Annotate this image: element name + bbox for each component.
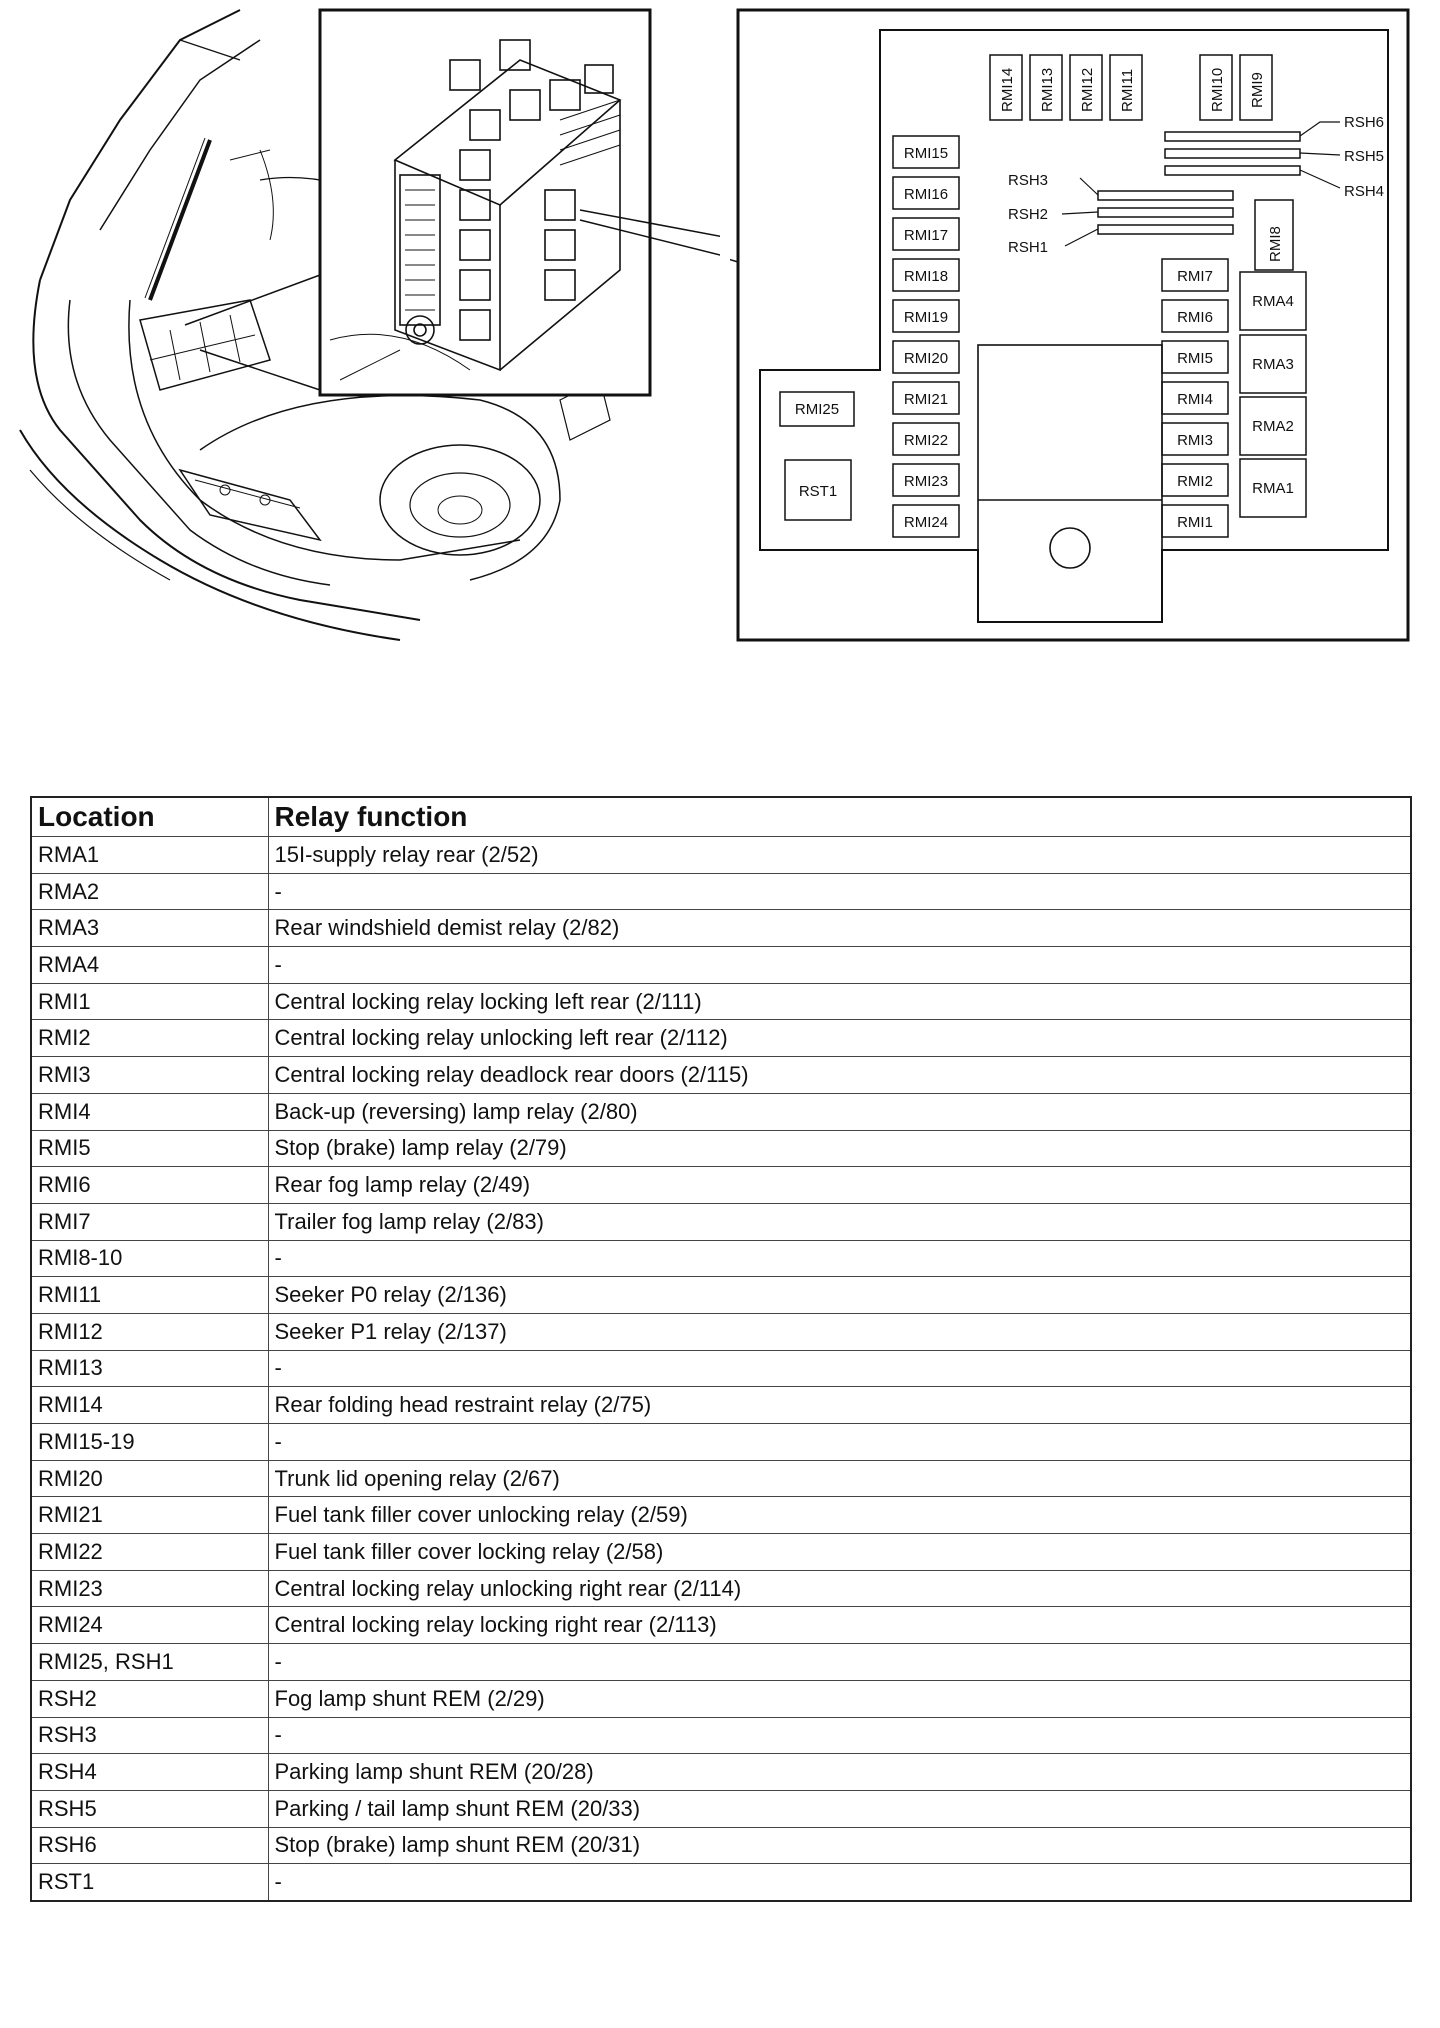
table-row: [31, 1424, 1411, 1461]
location-cell: RMI3: [31, 1057, 268, 1094]
relay-label-rmi6: RMI6: [1177, 309, 1213, 326]
shunt-label-rsh4: RSH4: [1344, 183, 1385, 200]
shunt-label-rsh3: RSH3: [1008, 172, 1049, 189]
location-cell: RMI21: [31, 1497, 268, 1534]
relay-function-cell: -: [268, 1424, 1411, 1461]
location-cell: RSH5: [31, 1790, 268, 1827]
relay-label-rmi4: RMI4: [1177, 391, 1213, 408]
table-row: [31, 1644, 1411, 1681]
relay-label-rmi17: RMI17: [903, 227, 949, 244]
relay-label-rmi2: RMI2: [1177, 473, 1213, 490]
relay-function-cell: Fuel tank filler cover unlocking relay (2/59): [268, 1497, 1411, 1534]
location-cell: RSH3: [31, 1717, 268, 1754]
relay-label-rma3: RMA3: [1252, 356, 1294, 373]
relay-label-rmi13: RMI13: [1039, 67, 1056, 112]
relay-function-cell: Rear folding head restraint relay (2/75): [268, 1387, 1411, 1424]
relay-function-cell: Central locking relay locking right rear (2/113): [268, 1607, 1411, 1644]
shunt-label-rsh6: RSH6: [1344, 114, 1385, 131]
relay-label-rmi21: RMI21: [903, 391, 949, 408]
relay-label-rmi19: RMI19: [903, 309, 949, 326]
relay-function-cell: Central locking relay locking left rear (2/111): [268, 983, 1411, 1020]
relay-function-cell: Parking lamp shunt REM (20/28): [268, 1754, 1411, 1791]
relay-function-cell: Trunk lid opening relay (2/67): [268, 1460, 1411, 1497]
relay-label-rmi16: RMI16: [903, 186, 949, 203]
table-row: [31, 1717, 1411, 1754]
relay-function-cell: Fog lamp shunt REM (2/29): [268, 1680, 1411, 1717]
location-cell: RMI15-19: [31, 1424, 268, 1461]
relay-label-rmi20: RMI20: [903, 350, 949, 367]
table-row: [31, 1460, 1411, 1497]
location-cell: RMI5: [31, 1130, 268, 1167]
table-row: [31, 1570, 1411, 1607]
table-row: [31, 1203, 1411, 1240]
relay-label-rst1: RST1: [798, 483, 838, 500]
table-row: [31, 910, 1411, 947]
relay-label-rmi11: RMI11: [1119, 68, 1136, 112]
location-cell: RMI6: [31, 1167, 268, 1204]
relay-label-rma4: RMA4: [1252, 293, 1294, 310]
relay-label-rmi22: RMI22: [903, 432, 949, 449]
header-relay-function: Relay function: [268, 797, 1411, 837]
table-header-row: [31, 797, 1411, 837]
table-row: [31, 1607, 1411, 1644]
table-row: [31, 1240, 1411, 1277]
relay-function-cell: Central locking relay unlocking right rear (2/114): [268, 1570, 1411, 1607]
location-cell: RMI13: [31, 1350, 268, 1387]
relay-function-table: [30, 796, 1412, 1902]
table-row: [31, 1790, 1411, 1827]
relay-function-cell: Parking / tail lamp shunt REM (20/33): [268, 1790, 1411, 1827]
table-row: [31, 1313, 1411, 1350]
relay-label-rmi8: RMI8: [1267, 226, 1284, 262]
table-row: [31, 1754, 1411, 1791]
relay-label-rmi7: RMI7: [1177, 268, 1213, 285]
relay-label-rma1: RMA1: [1252, 480, 1294, 497]
relay-function-cell: Central locking relay deadlock rear doors (2/115): [268, 1057, 1411, 1094]
relay-function-cell: Trailer fog lamp relay (2/83): [268, 1203, 1411, 1240]
relay-label-rmi14: RMI14: [999, 67, 1016, 112]
relay-function-cell: Central locking relay unlocking left rear (2/112): [268, 1020, 1411, 1057]
relay-function-cell: Seeker P0 relay (2/136): [268, 1277, 1411, 1314]
relay-function-cell: Fuel tank filler cover locking relay (2/58): [268, 1534, 1411, 1571]
relay-label-rmi18: RMI18: [903, 268, 949, 285]
location-cell: RMI14: [31, 1387, 268, 1424]
location-cell: RMI7: [31, 1203, 268, 1240]
relay-function-cell: 15I-supply relay rear (2/52): [268, 837, 1411, 874]
table-row: [31, 837, 1411, 874]
table-row: [31, 1057, 1411, 1094]
relay-label-rmi3: RMI3: [1177, 432, 1213, 449]
table-row: [31, 1680, 1411, 1717]
shunt-label-rsh1: RSH1: [1008, 239, 1049, 256]
relay-label-rma2: RMA2: [1252, 418, 1294, 435]
relay-label-rmi24: RMI24: [903, 514, 949, 531]
location-cell: RSH4: [31, 1754, 268, 1791]
table-row: [31, 1130, 1411, 1167]
table-row: [31, 947, 1411, 984]
location-cell: RSH6: [31, 1827, 268, 1864]
relay-function-cell: Stop (brake) lamp relay (2/79): [268, 1130, 1411, 1167]
location-cell: RMI8-10: [31, 1240, 268, 1277]
relay-label-rmi12: RMI12: [1079, 67, 1096, 112]
trunk-illustration: [0, 0, 720, 650]
relay-label-rmi1: RMI1: [1177, 514, 1213, 531]
relay-function-cell: -: [268, 1644, 1411, 1681]
relay-box-inset: [320, 10, 650, 395]
table-row: [31, 1093, 1411, 1130]
location-cell: RMI24: [31, 1607, 268, 1644]
table-row: [31, 1020, 1411, 1057]
relay-function-cell: Seeker P1 relay (2/137): [268, 1313, 1411, 1350]
location-cell: RMA3: [31, 910, 268, 947]
table-row: [31, 873, 1411, 910]
location-cell: RMA1: [31, 837, 268, 874]
relay-label-rmi5: RMI5: [1177, 350, 1213, 367]
shunt-label-rsh2: RSH2: [1008, 206, 1049, 223]
table-row: [31, 1387, 1411, 1424]
relay-layout-frame: [738, 10, 1408, 640]
relay-label-rmi10: RMI10: [1209, 67, 1226, 112]
location-cell: RMI12: [31, 1313, 268, 1350]
relay-function-cell: -: [268, 873, 1411, 910]
location-cell: RMI25, RSH1: [31, 1644, 268, 1681]
relay-function-cell: -: [268, 1350, 1411, 1387]
table-row: [31, 983, 1411, 1020]
shunt-label-rsh5: RSH5: [1344, 148, 1385, 165]
relay-label-rmi25: RMI25: [794, 401, 840, 418]
relay-function-cell: Rear windshield demist relay (2/82): [268, 910, 1411, 947]
relay-label-rmi9: RMI9: [1249, 72, 1266, 108]
header-location: Location: [31, 797, 268, 837]
location-cell: RMI23: [31, 1570, 268, 1607]
location-cell: RMI20: [31, 1460, 268, 1497]
location-cell: RMA4: [31, 947, 268, 984]
location-cell: RST1: [31, 1864, 268, 1901]
location-cell: RMI2: [31, 1020, 268, 1057]
table-row: [31, 1827, 1411, 1864]
table-row: [31, 1277, 1411, 1314]
location-cell: RMI1: [31, 983, 268, 1020]
relay-function-cell: Back-up (reversing) lamp relay (2/80): [268, 1093, 1411, 1130]
relay-function-cell: Stop (brake) lamp shunt REM (20/31): [268, 1827, 1411, 1864]
relay-function-cell: -: [268, 1717, 1411, 1754]
location-cell: RMI22: [31, 1534, 268, 1571]
relay-function-cell: -: [268, 1864, 1411, 1901]
relay-function-cell: -: [268, 1240, 1411, 1277]
relay-label-rmi23: RMI23: [903, 473, 949, 490]
location-cell: RSH2: [31, 1680, 268, 1717]
location-cell: RMA2: [31, 873, 268, 910]
location-cell: RMI11: [31, 1277, 268, 1314]
table-row: [31, 1864, 1411, 1901]
table-row: [31, 1534, 1411, 1571]
table-row: [31, 1350, 1411, 1387]
location-cell: RMI4: [31, 1093, 268, 1130]
table-row: [31, 1497, 1411, 1534]
table-row: [31, 1167, 1411, 1204]
relay-label-rmi15: RMI15: [903, 145, 949, 162]
relay-function-cell: -: [268, 947, 1411, 984]
relay-layout-diagram: [730, 0, 1420, 650]
relay-function-cell: Rear fog lamp relay (2/49): [268, 1167, 1411, 1204]
